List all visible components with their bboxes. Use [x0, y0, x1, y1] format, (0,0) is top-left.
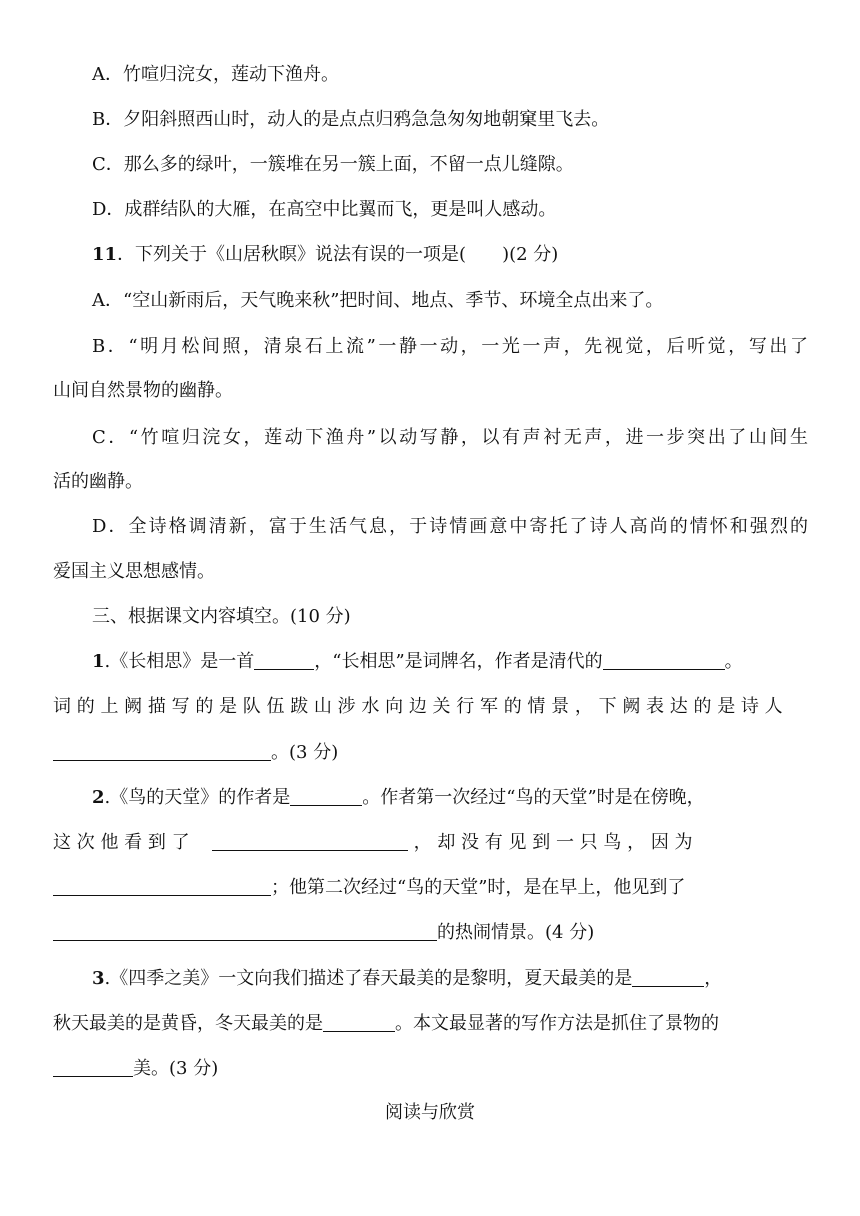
- fill3-text-b: ，: [704, 968, 723, 989]
- answer-blank[interactable]: [53, 877, 271, 896]
- q11-option-b: B．“明月松间照，清泉石上流”一静一动，一光一声，先视觉，后听觉，写出了: [92, 336, 808, 357]
- answer-blank[interactable]: [254, 651, 314, 670]
- fill1-line3: [53, 739, 808, 767]
- answer-blank[interactable]: [323, 1013, 395, 1032]
- answer-blank[interactable]: [53, 1058, 133, 1077]
- fill1-line1: [92, 648, 808, 676]
- question-number: 1: [92, 651, 105, 672]
- q11-option-b-cont: 山间自然景物的幽静。: [53, 380, 233, 401]
- q11-stem-text: ．下列关于《山居秋暝》说法有误的一项是( )(2 分): [117, 244, 559, 265]
- fill3-line2: [53, 1010, 808, 1038]
- fill2-score: 的热闹情景。(4 分): [437, 922, 595, 943]
- fill1-text-b: ，“长相思”是词牌名，作者是清代的: [314, 651, 603, 672]
- fill3-text-d: 。本文最显著的写作方法是抓住了景物的: [395, 1013, 719, 1034]
- fill3-line1: [92, 965, 808, 993]
- q10-option-d: D．成群结队的大雁，在高空中比翼而飞，更是叫人感动。: [92, 199, 557, 220]
- q10-option-b: B．夕阳斜照西山时，动人的是点点归鸦急急匆匆地朝窠里飞去。: [92, 109, 610, 130]
- answer-blank[interactable]: [53, 922, 437, 941]
- answer-blank[interactable]: [53, 742, 271, 761]
- answer-blank[interactable]: [603, 651, 725, 670]
- fill3-line3: [53, 1055, 808, 1083]
- fill3-text-c: 秋天最美的是黄昏，冬天最美的是: [53, 1013, 323, 1034]
- answer-blank[interactable]: [212, 832, 408, 851]
- fill2-text-a: .《鸟的天堂》的作者是: [104, 787, 291, 808]
- answer-blank[interactable]: [290, 787, 362, 806]
- section-heading: 三、根据课文内容填空。(10 分): [92, 606, 351, 627]
- question-number: 11: [92, 244, 118, 265]
- fill2-text-e: ；他第二次经过“鸟的天堂”时，是在早上，他见到了: [271, 877, 686, 898]
- fill2-text-c: 这 次 他 看 到 了: [53, 832, 190, 853]
- fill3-score: 美。(3 分): [133, 1058, 219, 1079]
- q11-stem: [92, 241, 808, 269]
- fill1-score: 。(3 分): [271, 742, 339, 763]
- fill2-line1: [92, 784, 808, 812]
- fill2-text-b: 。作者第一次经过“鸟的天堂”时是在傍晚，: [362, 787, 705, 808]
- fill2-text-d: ， 却 没 有 见 到 一 只 鸟 ， 因 为: [413, 832, 693, 853]
- q11-option-c-cont: 活的幽静。: [53, 471, 143, 492]
- q11-option-d-cont: 爱国主义思想感情。: [53, 561, 215, 582]
- question-number: 2: [92, 787, 105, 808]
- reading-section-title: 阅读与欣赏: [385, 1102, 475, 1123]
- fill1-text-c: 。: [724, 651, 743, 672]
- fill1-line2: 词 的 上 阙 描 写 的 是 队 伍 跋 山 涉 水 向 边 关 行 军 的 情 景 ， 下 阙 表 达 的 是 诗 人: [53, 696, 783, 717]
- fill1-text-a: .《长相思》是一首: [104, 651, 255, 672]
- question-number: 3: [92, 968, 105, 989]
- q11-option-d: D．全诗格调清新，富于生活气息，于诗情画意中寄托了诗人高尚的情怀和强烈的: [92, 516, 808, 537]
- q10-option-c: C．那么多的绿叶，一簇堆在另一簇上面，不留一点儿缝隙。: [92, 154, 574, 175]
- q11-option-c: C．“竹喧归浣女，莲动下渔舟”以动写静，以有声衬无声，进一步突出了山间生: [92, 427, 808, 448]
- q10-option-a: A．竹喧归浣女，莲动下渔舟。: [92, 64, 339, 85]
- answer-blank[interactable]: [632, 968, 704, 987]
- q11-option-a: A．“空山新雨后，天气晚来秋”把时间、地点、季节、环境全点出来了。: [92, 290, 664, 311]
- fill2-line2: [53, 829, 808, 857]
- fill2-line3: [53, 874, 808, 902]
- fill3-text-a: .《四季之美》一文向我们描述了春天最美的是黎明，夏天最美的是: [104, 968, 633, 989]
- fill2-line4: [53, 919, 808, 947]
